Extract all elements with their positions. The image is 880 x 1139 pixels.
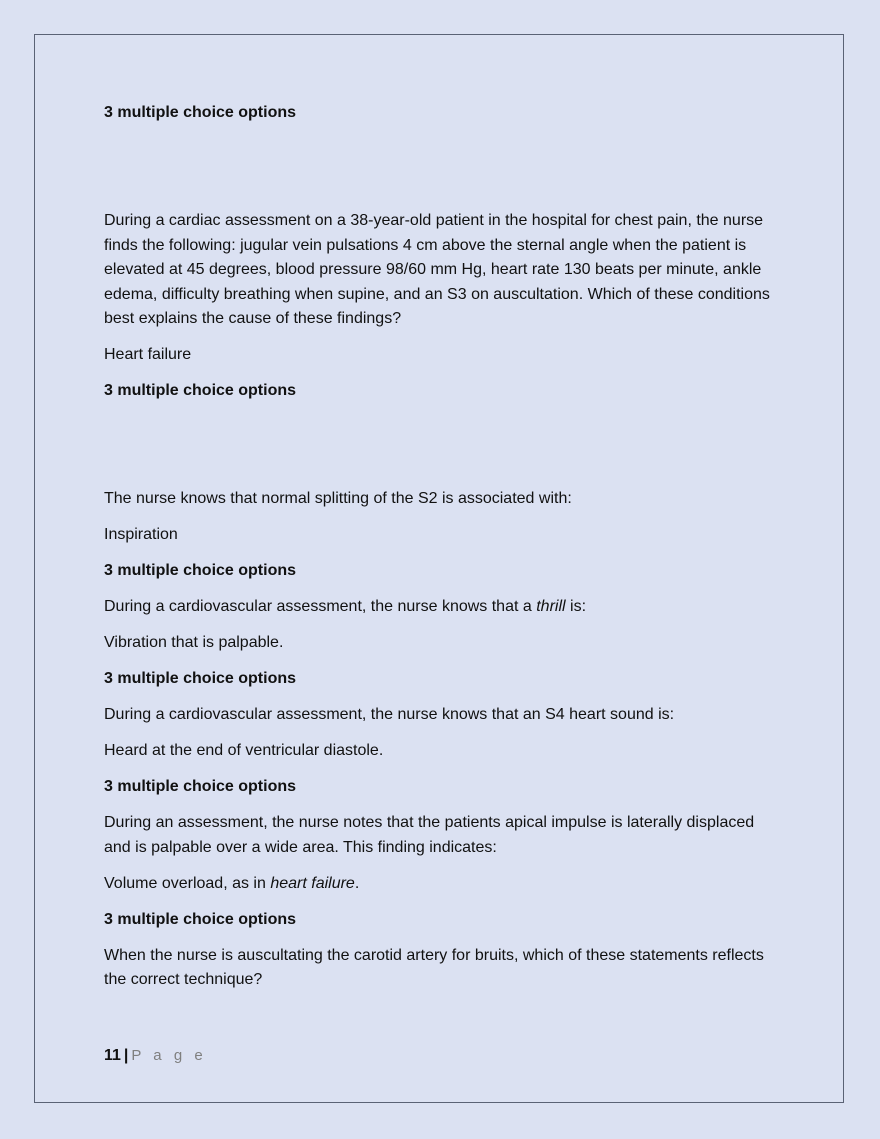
section-heading: 3 multiple choice options	[104, 104, 297, 121]
spacer	[104, 415, 779, 487]
page-footer	[104, 1044, 207, 1068]
answer-text: Inspiration	[104, 526, 178, 543]
answer-text: Vibration that is palpable.	[104, 634, 284, 651]
page-label: P a g e	[131, 1047, 207, 1064]
spacer	[104, 137, 779, 209]
section-heading: 3 multiple choice options	[104, 382, 297, 399]
question-text: During an assessment, the nurse notes that the patients apical impulse is laterally displaced and is palpable over a wide area. This finding indicates:	[104, 814, 755, 856]
section-heading: 3 multiple choice options	[104, 562, 297, 579]
question-text	[104, 595, 779, 620]
question-text-part: is:	[565, 598, 587, 615]
section-heading: 3 multiple choice options	[104, 778, 297, 795]
section-heading: 3 multiple choice options	[104, 670, 297, 687]
question-text: The nurse knows that normal splitting of the S2 is associated with:	[104, 490, 572, 507]
answer-text-part: Volume overload, as in	[104, 874, 271, 892]
footer-separator: |	[123, 1047, 129, 1064]
answer-text	[104, 872, 779, 897]
document-body	[104, 101, 779, 1004]
section-heading: 3 multiple choice options	[104, 910, 297, 928]
question-text: When the nurse is auscultating the carotid artery for bruits, which of these statements reflects the correct technique?	[104, 946, 764, 988]
question-text-part: During a cardiovascular assessment, the nurse knows that a	[104, 598, 537, 615]
question-emphasis: thrill	[536, 598, 566, 615]
question-text: During a cardiac assessment on a 38-year-old patient in the hospital for chest pain, the nurse finds the following: jugular vein pulsations 4 cm above the sternal angle when the patient is elevated at 45 degrees, blood pressure 98/60 mm Hg, heart rate 130 beats per minute, ankle edema, difficulty breathing when supine, and an S3 on auscultation. Which of these conditions best explains the cause of these findings?	[104, 212, 770, 327]
answer-text-part: .	[354, 874, 360, 892]
page-number: 11	[104, 1047, 121, 1064]
answer-text: Heard at the end of ventricular diastole.	[104, 742, 384, 759]
answer-emphasis: heart failure	[270, 874, 355, 892]
answer-text: Heart failure	[104, 346, 192, 363]
question-text: During a cardiovascular assessment, the nurse knows that an S4 heart sound is:	[104, 706, 675, 723]
